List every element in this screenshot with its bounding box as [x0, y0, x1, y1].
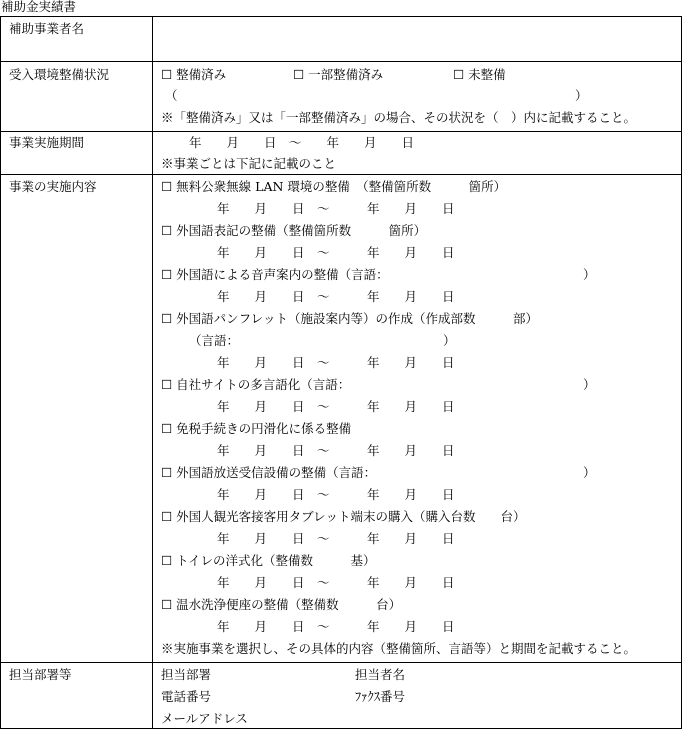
item-date-range[interactable]: 年 月 日 ～ 年 月 日 [217, 531, 455, 546]
item-pamphlet-language-close: ） [443, 333, 456, 348]
operator-label: 補助事業者名 [9, 21, 85, 36]
item-date-range[interactable]: 年 月 日 ～ 年 月 日 [217, 619, 455, 634]
item-date-range[interactable]: 年 月 日 ～ 年 月 日 [217, 487, 455, 502]
period-label: 事業実施期間 [9, 135, 85, 150]
environment-paren-close: ） [575, 88, 588, 103]
period-note: ※事業ごとは下記に記載のこと [161, 156, 337, 171]
option-not-equipped[interactable]: ☐ 未整備 [453, 67, 506, 82]
item-audio-guide-close: ） [583, 267, 596, 282]
period-value[interactable]: 年 月 日 ～ 年 月 日 [189, 135, 415, 150]
item-broadcast-receiver-close: ） [583, 465, 596, 480]
fax-field[interactable]: ﾌｧｸｽ番号 [355, 689, 406, 704]
item-broadcast-receiver[interactable]: ☐ 外国語放送受信設備の整備（言語： [161, 465, 377, 480]
item-date-range[interactable]: 年 月 日 ～ 年 月 日 [217, 245, 455, 260]
option-fully-equipped[interactable]: ☐ 整備済み [161, 67, 227, 82]
email-field[interactable]: メールアドレス [161, 711, 248, 726]
item-foreign-signage[interactable]: ☐ 外国語表記の整備（整備箇所数 箇所） [161, 223, 427, 238]
grant-report-form [0, 16, 682, 729]
item-date-range[interactable]: 年 月 日 ～ 年 月 日 [217, 201, 455, 216]
environment-label: 受入環境整備状況 [9, 67, 110, 82]
row-divider [1, 174, 681, 175]
environment-note: ※「整備済み」又は「一部整備済み」の場合、その状況を（ ）内に記載すること。 [161, 110, 637, 125]
item-website-multilingual[interactable]: ☐ 自社サイトの多言語化（言語： [161, 377, 351, 392]
phone-field[interactable]: 電話番号 [161, 689, 212, 704]
environment-paren-open: （ [165, 88, 178, 103]
page-title: 補助金実績書 [1, 0, 77, 14]
environment-status-field[interactable] [183, 88, 573, 104]
content-note: ※実施事業を選択し、その具体的内容（整備箇所、言語等）と期間を記載すること。 [161, 641, 637, 656]
row-divider [1, 662, 681, 663]
item-date-range[interactable]: 年 月 日 ～ 年 月 日 [217, 355, 455, 370]
column-divider [152, 17, 153, 728]
item-western-toilet[interactable]: ☐ トイレの洋式化（整備数 基） [161, 553, 376, 568]
row-divider [1, 61, 681, 62]
operator-field[interactable] [153, 17, 681, 61]
item-free-wifi[interactable]: ☐ 無料公衆無線 LAN 環境の整備 （整備箇所数 箇所） [161, 179, 507, 194]
option-partially-equipped[interactable]: ☐ 一部整備済み [293, 67, 384, 82]
item-pamphlet-language[interactable]: （言語： [189, 333, 240, 348]
contact-label: 担当部署等 [9, 667, 72, 682]
item-date-range[interactable]: 年 月 日 ～ 年 月 日 [217, 575, 455, 590]
person-field[interactable]: 担当者名 [355, 667, 406, 682]
item-website-multilingual-close: ） [583, 377, 596, 392]
department-field[interactable]: 担当部署 [161, 667, 212, 682]
row-divider [1, 131, 681, 132]
item-bidet-seat[interactable]: ☐ 温水洗浄便座の整備（整備数 台） [161, 597, 402, 612]
item-date-range[interactable]: 年 月 日 ～ 年 月 日 [217, 443, 455, 458]
item-date-range[interactable]: 年 月 日 ～ 年 月 日 [217, 399, 455, 414]
item-date-range[interactable]: 年 月 日 ～ 年 月 日 [217, 289, 455, 304]
content-label: 事業の実施内容 [9, 179, 97, 194]
item-pamphlet[interactable]: ☐ 外国語パンフレット（施設案内等）の作成（作成部数 部） [161, 311, 539, 326]
item-audio-guide[interactable]: ☐ 外国語による音声案内の整備（言語： [161, 267, 389, 282]
item-tax-free[interactable]: ☐ 免税手続きの円滑化に係る整備 [161, 421, 352, 436]
item-tablet-purchase[interactable]: ☐ 外国人観光客接客用タブレット端末の購入（購入台数 台） [161, 509, 526, 524]
